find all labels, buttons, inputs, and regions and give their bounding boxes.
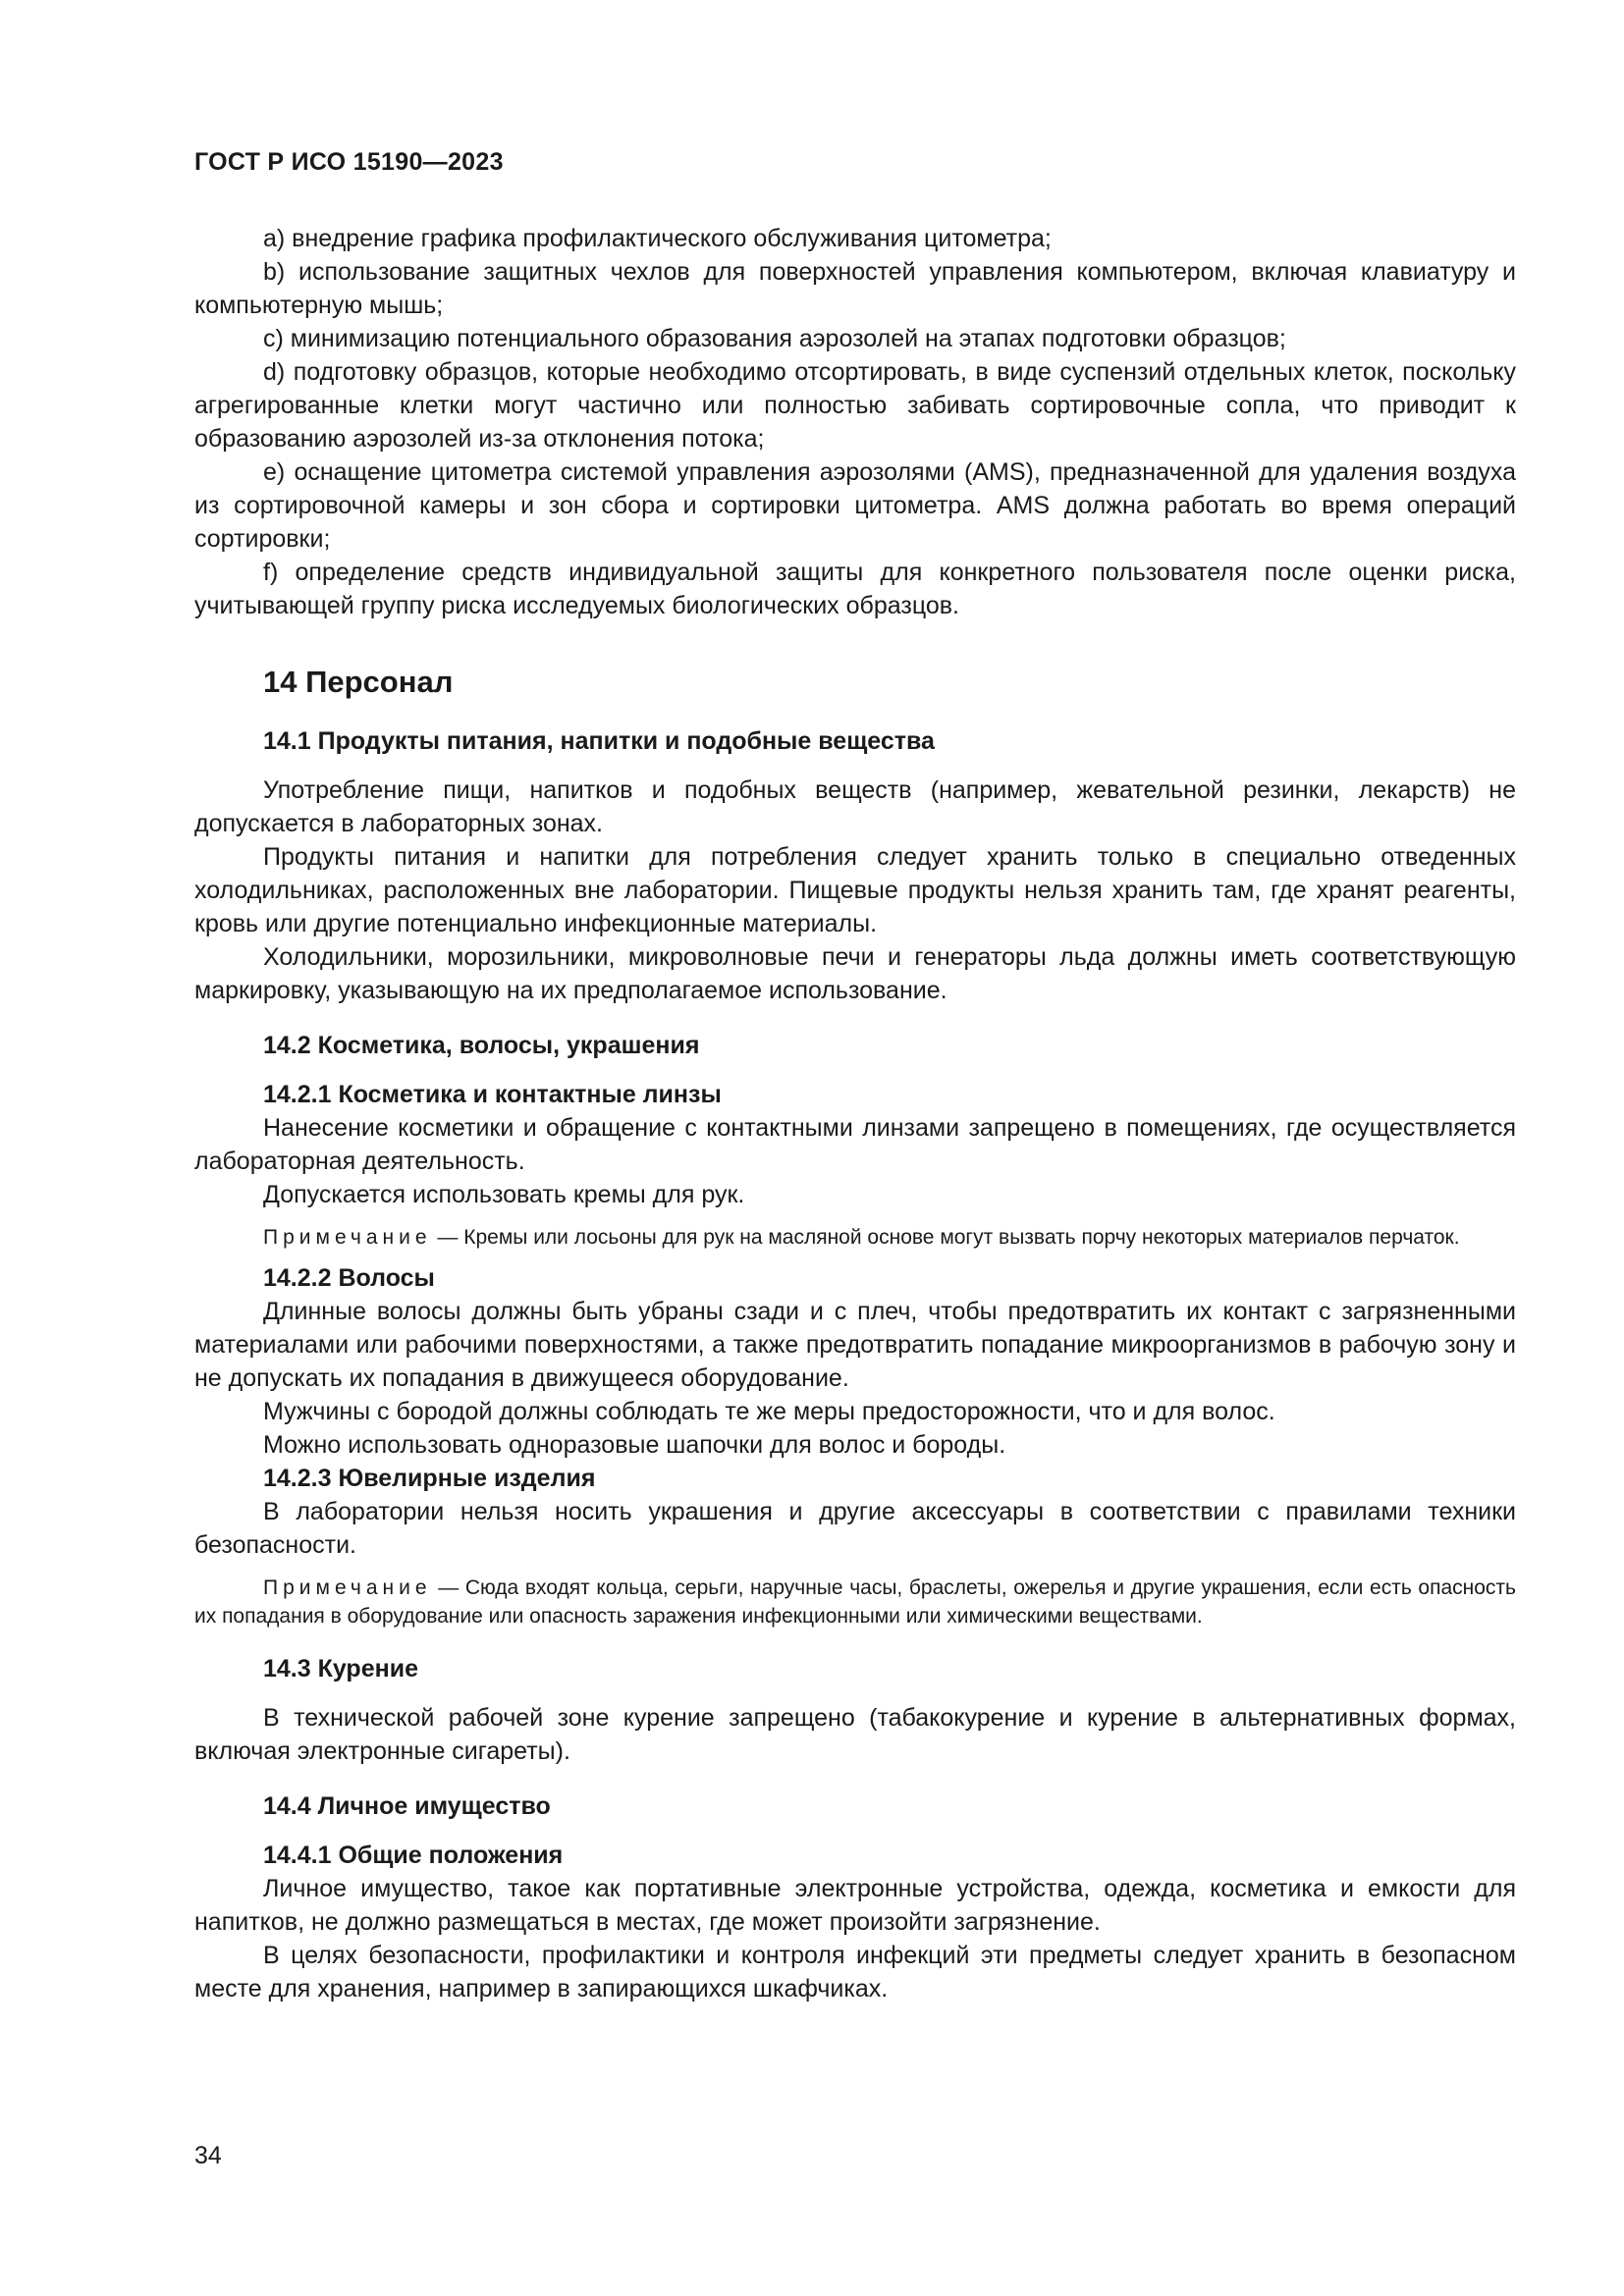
paragraph: В технической рабочей зоне курение запрещено (табакокурение и курение в альтернативных формах, включая электронные сигареты).	[194, 1704, 1516, 1765]
section-14-3-heading: 14.3 Курение	[263, 1655, 418, 1682]
section-14-2-2-heading: 14.2.2 Волосы	[263, 1264, 435, 1292]
section-14-2-3-heading: 14.2.3 Ювелирные изделия	[263, 1465, 596, 1492]
section-14-4-1-heading: 14.4.1 Общие положения	[263, 1842, 564, 1869]
paragraph: Мужчины с бородой должны соблюдать те же меры предосторожности, что и для волос.	[263, 1398, 1275, 1425]
section-14-heading: 14 Персонал	[263, 665, 454, 699]
section-14-1-heading: 14.1 Продукты питания, напитки и подобные вещества	[263, 727, 935, 755]
paragraph: Длинные волосы должны быть убраны сзади и с плеч, чтобы предотвратить их контакт с загрязненными материалами или рабочими поверхностями, а также предотвратить попадание микроорганизмов в рабочую зону и не допускать их попадания в движущееся оборудование.	[194, 1298, 1516, 1392]
list-item-a: a) внедрение графика профилактического обслуживания цитометра;	[263, 225, 1052, 252]
note-cosmetics	[194, 1223, 1516, 1252]
note-text: — Сюда входят кольца, серьги, наручные часы, браслеты, ожерелья и другие украшения, если есть опасность их попадания в оборудование или опасность заражения инфекционными или химическими веществами.	[194, 1576, 1516, 1628]
list-item-b: b) использование защитных чехлов для поверхностей управления компьютером, включая клавиатуру и компьютерную мышь;	[194, 258, 1516, 319]
note-text: — Кремы или лосьоны для рук на масляной основе могут вызвать порчу некоторых материалов перчаток.	[431, 1226, 1460, 1249]
list-item-f: f) определение средств индивидуальной защиты для конкретного пользователя после оценки риска, учитывающей группу риска исследуемых биологических образцов.	[194, 559, 1516, 619]
paragraph: Нанесение косметики и обращение с контактными линзами запрещено в помещениях, где осуществляется лабораторная деятельность.	[194, 1114, 1516, 1175]
paragraph: Употребление пищи, напитков и подобных веществ (например, жевательной резинки, лекарств) не допускается в лабораторных зонах.	[194, 776, 1516, 837]
paragraph: Холодильники, морозильники, микроволновые печи и генераторы льда должны иметь соответствующую маркировку, указывающую на их предполагаемое использование.	[194, 943, 1516, 1004]
paragraph: Личное имущество, такое как портативные электронные устройства, одежда, косметика и емкости для напитков, не должно размещаться в местах, где может произойти загрязнение.	[194, 1875, 1516, 1936]
paragraph: В целях безопасности, профилактики и контроля инфекций эти предметы следует хранить в безопасном месте для хранения, например в запирающихся шкафчиках.	[194, 1942, 1516, 2002]
section-14-2-heading: 14.2 Косметика, волосы, украшения	[263, 1032, 700, 1059]
paragraph: В лаборатории нельзя носить украшения и другие аксессуары в соответствии с правилами техники безопасности.	[194, 1498, 1516, 1559]
list-item-d: d) подготовку образцов, которые необходимо отсортировать, в виде суспензий отдельных клеток, поскольку агрегированные клетки могут частично или полностью забивать сортировочные сопла, что приводит к образованию аэрозолей из-за отклонения потока;	[194, 358, 1516, 453]
paragraph: Продукты питания и напитки для потребления следует хранить только в специально отведенных холодильниках, расположенных вне лаборатории. Пищевые продукты нельзя хранить там, где хранят реагенты, кровь или другие потенциально инфекционные материалы.	[194, 843, 1516, 937]
note-label: Примечание	[263, 1226, 432, 1249]
list-item-c: c) минимизацию потенциального образования аэрозолей на этапах подготовки образцов;	[263, 325, 1286, 352]
section-14-2-1-heading: 14.2.1 Косметика и контактные линзы	[263, 1081, 722, 1108]
list-item-e: e) оснащение цитометра системой управления аэрозолями (AMS), предназначенной для удаления воздуха из сортировочной камеры и зон сбора и сортировки цитометра. AMS должна работать во время операций сортировки;	[194, 458, 1516, 553]
note-label: Примечание	[263, 1576, 432, 1599]
standard-header: ГОСТ Р ИСО 15190—2023	[194, 148, 504, 176]
section-14-4-heading: 14.4 Личное имущество	[263, 1792, 551, 1820]
paragraph: Можно использовать одноразовые шапочки для волос и бороды.	[263, 1431, 1006, 1459]
page-content	[194, 222, 1516, 2005]
page-number: 34	[194, 2142, 222, 2169]
note-jewelry	[194, 1574, 1516, 1630]
paragraph: Допускается использовать кремы для рук.	[263, 1181, 745, 1208]
